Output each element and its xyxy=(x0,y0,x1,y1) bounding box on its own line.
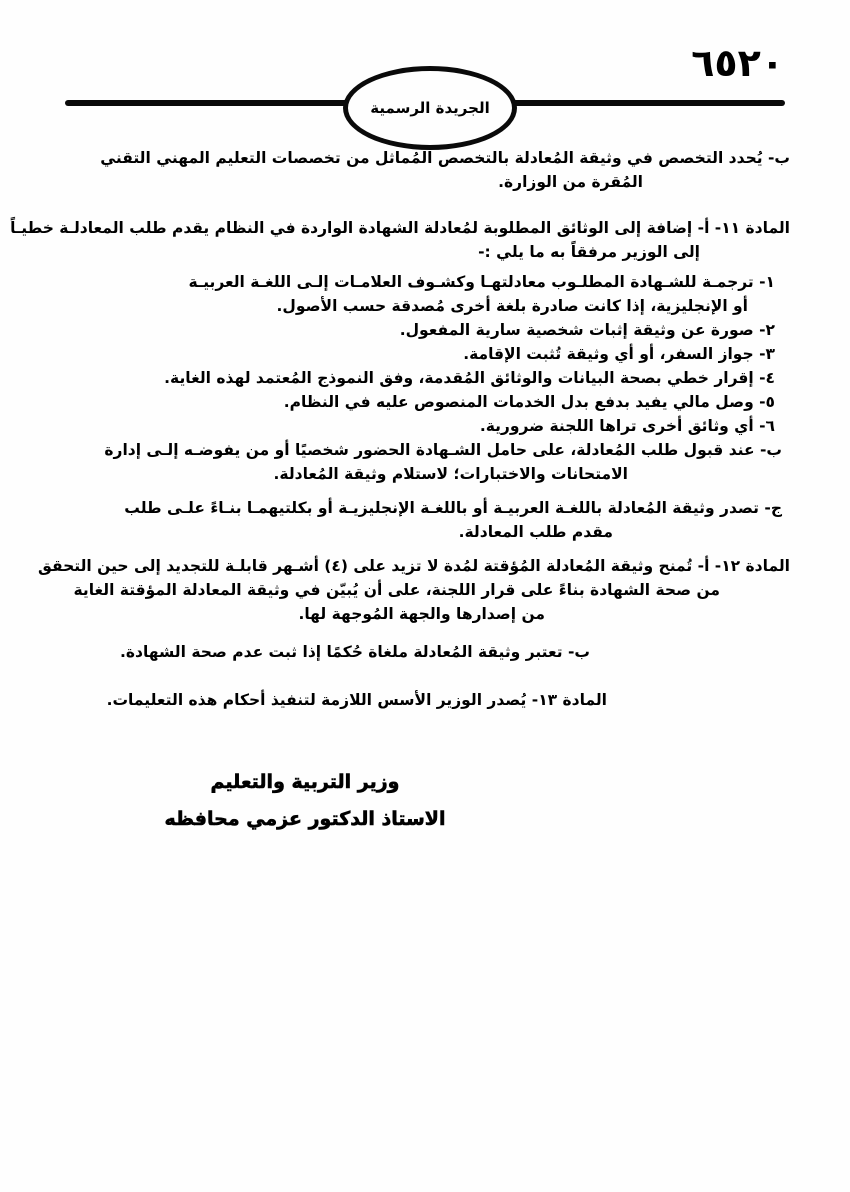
document-line: ٦- أي وثائق أخرى تراها اللجنة ضرورية. xyxy=(479,417,775,435)
signature-title: وزير التربية والتعليم xyxy=(210,771,400,793)
gazette-oval xyxy=(343,66,517,150)
document-line: المادة ١٣- يُصدر الوزير الأسس اللازمة لتنفيذ أحكام هذه التعليمات. xyxy=(106,691,607,709)
signature-block xyxy=(135,768,475,833)
document-line: ب- تعتبر وثيقة المُعادلة ملغاة حُكمًا إذا ثبت عدم صحة الشهادة. xyxy=(119,643,590,661)
document-line: ٥- وصل مالي يفيد بدفع بدل الخدمات المنصوص عليه في النظام. xyxy=(283,393,775,411)
document-line: مقدم طلب المعادلة. xyxy=(458,523,613,541)
document-line: الامتحانات والاختبارات؛ لاستلام وثيقة المُعادلة. xyxy=(273,465,628,483)
document-line: أو الإنجليزية، إذا كانت صادرة بلغة أخرى مُصدقة حسب الأصول. xyxy=(276,297,748,315)
document-line: ١- ترجمـة للشـهادة المطلـوب معادلتهـا وكشـوف العلامـات إلـى اللغـة العربيـة xyxy=(188,273,775,291)
document-line: ب- عند قبول طلب المُعادلة، على حامل الشـهادة الحضور شخصيًا أو من يفوضـه إلـى إدارة xyxy=(104,441,782,459)
document-line: ب- يُحدد التخصص في وثيقة المُعادلة بالتخصص المُماثل من تخصصات التعليم المهني التقني xyxy=(100,149,790,167)
document-line: المادة ١٢- أ- تُمنح وثيقة المُعادلة المُؤقتة لمُدة لا تزيد على (٤) أشـهر قابلـة للتجديد إلى حين التحقق xyxy=(37,557,790,575)
document-line: من صحة الشهادة بناءً على قرار اللجنة، على أن يُبيّن في وثيقة المعادلة المؤقتة الغاية xyxy=(73,581,720,599)
document-line: ج- تصدر وثيقة المُعادلة باللغـة العربيـة أو باللغـة الإنجليزيـة أو بكلتيهمـا بنـاءً علـى طلب xyxy=(124,499,782,517)
document-line: ٣- جواز السفر، أو أي وثيقة تُثبت الإقامة. xyxy=(463,345,775,363)
document-line: ٤- إقرار خطي بصحة البيانات والوثائق المُقدمة، وفق النموذج المُعتمد لهذه الغاية. xyxy=(164,369,775,387)
document-line: المادة ١١- أ- إضافة إلى الوثائق المطلوبة لمُعادلة الشهادة الواردة في النظام يقدم طلب المعادلـة خطيـاً xyxy=(10,219,790,237)
document-line: إلى الوزير مرفقاً به ما يلي :- xyxy=(478,243,700,261)
page-number: ٦٥٢٠ xyxy=(691,41,784,85)
signature-name: الاستاذ الدكتور عزمي محافظه xyxy=(164,808,446,830)
document-body xyxy=(10,146,790,712)
document-line: من إصدارها والجهة المُوجهة لها. xyxy=(298,605,545,623)
document-line: المُقرة من الوزارة. xyxy=(498,173,643,191)
document-line: ٢- صورة عن وثيقة إثبات شخصية سارية المفعول. xyxy=(399,321,775,339)
gazette-title: الجريدة الرسمية xyxy=(370,99,490,117)
